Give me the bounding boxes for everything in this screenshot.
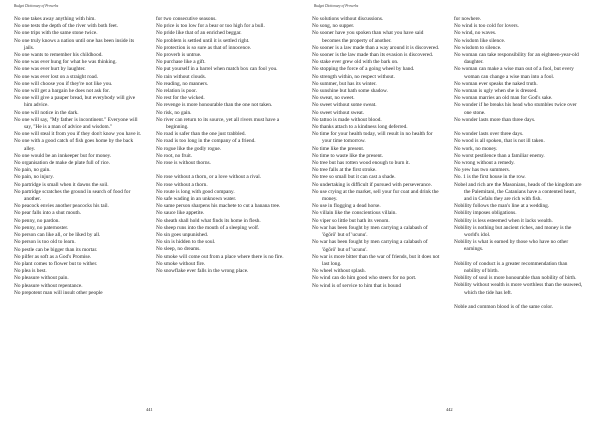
- proverb-entry: No peacock envies another peacocks his tail.: [14, 203, 109, 210]
- proverb-entry: No one will say, "My father is incontinent." Everyone will say, "He is a man of advice and wisdom.": [14, 116, 138, 131]
- proverb-entry: No wind is of service to him that is bound: [312, 282, 402, 289]
- proverb-entry: No wind is too cold for lovers.: [454, 23, 519, 30]
- proverb-entry: No worst pestilence than a familiar enemy.: [454, 152, 545, 159]
- proverb-entry: No sin is hidden to the soul.: [156, 239, 216, 246]
- proverb-entry: No person can like all, or be liked by all.: [14, 232, 101, 239]
- proverb-entry: No one was ever lost on a straight road.: [14, 73, 98, 80]
- entry-gap: [156, 167, 286, 174]
- proverb-entry: No revenge is more honourable than the one not taken.: [156, 102, 273, 109]
- proverb-entry: No pestle can be bigger than its mortar.: [14, 246, 98, 253]
- proverb-entry: No time to waste like the present.: [312, 152, 384, 159]
- proverb-entry: No pilfer as soft as a God's Promise.: [14, 253, 92, 260]
- entry-column-right: [454, 16, 584, 311]
- proverb-entry: No smoke will come out from a place where there is no fire.: [156, 253, 284, 260]
- proverb-entry: No one truly knows a nation until one has been inside its jails.: [14, 37, 135, 51]
- proverb-entry: Nobel and rich are the Masonians, heads of the kingdom are the Palemitani, the Catanians have a contented heart, and in Cefalu they are rich with fish.: [454, 181, 582, 203]
- proverb-entry: Nobility is less esteemed when it lacks wealth.: [454, 217, 553, 224]
- proverb-entry: No pain, no injury.: [14, 174, 54, 181]
- proverb-entry: No work, no money.: [454, 145, 498, 152]
- proverb-entry: No rose without a thorn.: [156, 181, 208, 188]
- proverb-entry: No wind, no waves.: [454, 30, 497, 37]
- proverb-entry: No stake ever grew old with the bark on.: [312, 59, 399, 66]
- proverb-entry: Nobility follows the man's line at a wedding.: [454, 203, 550, 210]
- proverb-entry: No plant comes to flower but to wither.: [14, 260, 98, 267]
- proverb-entry: No wind can do him good who steers for no port.: [312, 275, 417, 282]
- proverb-entry: No sweet without sweat.: [312, 109, 365, 116]
- proverb-entry: No war has been fought by men carrying a calabash of 'ōgōrō' but of 'ucunu'.: [312, 224, 428, 239]
- proverb-entry: No road is too long in the company of a friend.: [156, 138, 256, 145]
- proverb-entry: No woman can make a wise man out of a fool, but every woman can change a wise man into a fool.: [454, 66, 574, 80]
- proverb-entry: No war has been fought by men carrying a calabash of 'ōgōrō' but of 'ucunu'.: [312, 239, 428, 253]
- proverb-entry: No risk, no gain.: [156, 109, 192, 116]
- proverb-entry: No pain, no gain.: [14, 167, 51, 174]
- proverb-entry: No rest for the wicked.: [156, 95, 205, 102]
- proverb-entry: No sooner is a law made than a way around it is discovered.: [312, 44, 440, 51]
- proverb-entry: No strength within, no respect without.: [312, 73, 395, 80]
- proverb-entry: No pleasure without pain.: [14, 275, 69, 282]
- proverb-entry: No tree falls at the first stroke.: [312, 167, 377, 174]
- proverb-entry: No solutions without discussions.: [312, 16, 384, 22]
- proverb-entry: No woman marries an old man for God's sake.: [454, 95, 553, 102]
- proverb-entry: No root, no fruit.: [156, 152, 193, 159]
- entry-column-left: [312, 16, 442, 290]
- proverb-entry: No use in flogging a dead horse.: [312, 203, 381, 210]
- proverb-entry: Nobility of soul is more honourable than nobility of birth.: [454, 275, 577, 282]
- proverb-entry: No safe wading in an unknown water.: [156, 196, 237, 203]
- proverb-entry: No rose is without thorns.: [156, 160, 211, 167]
- proverb-entry: No wrong without a remedy.: [454, 160, 515, 167]
- entry-gap: [454, 297, 584, 304]
- proverb-entry: No one was ever hung for what he was thinking.: [14, 59, 117, 66]
- proverb-entry: No prepotent man will insult other people: [14, 289, 103, 296]
- proverb-entry: No stopping the force of a going wheel by hand.: [312, 66, 415, 73]
- proverb-entry: No rose without a thorn, or a love without a rival.: [156, 174, 262, 181]
- proverb-entry: Nobility imposes obligations.: [454, 210, 517, 217]
- proverb-entry: No same person sharpens his machete to cut a banana tree.: [156, 203, 281, 210]
- right-page: [300, 0, 600, 424]
- proverb-entry: No use crying at the market, sell your fur coat and drink the money.: [312, 188, 439, 203]
- proverb-entry: No purchase like a gift.: [156, 59, 206, 66]
- proverb-entry: No organisation de make de plate full of rice.: [14, 160, 110, 167]
- proverb-entry: No person is too old to learn.: [14, 239, 76, 246]
- proverb-entry: No one will steal it from you if they don't know you have it.: [14, 131, 142, 138]
- proverb-entry: No time like the present.: [312, 145, 365, 152]
- proverb-entry: No sweet without some sweat.: [312, 102, 377, 109]
- proverb-entry: Noble and common blood is of the same color.: [454, 304, 554, 311]
- proverb-entry: No undertaking is difficult if pursued with perseverance.: [312, 181, 432, 188]
- proverb-entry: No pride like that of an enriched beggar.: [156, 30, 242, 37]
- proverb-entry: No one with a good catch of fish goes home by the back alley.: [14, 138, 134, 152]
- proverb-entry: No wheel without splash.: [312, 268, 366, 275]
- proverb-entry: No partridge is small when it dawns the soil.: [14, 181, 109, 188]
- proverb-entry: No pleasure without repentance.: [14, 282, 83, 289]
- proverb-entry: No woman is ugly when she is dressed.: [454, 88, 538, 95]
- proverb-entry: No protection is so sure as that of innocence.: [156, 44, 252, 51]
- proverb-entry: No woman ever speaks the naked truth.: [454, 80, 538, 87]
- proverb-entry: No one trips with the same stone twice.: [14, 30, 98, 37]
- proverb-entry: No woman can take responsibility for an eighteen-year-old daughter.: [454, 52, 579, 66]
- proverb-entry: Nobility is nothing but ancient riches, and money is the world's idol.: [454, 224, 572, 239]
- proverb-entry: No sauce like appetite.: [156, 210, 205, 217]
- proverb-entry: No wonder if he breaks his head who stumbles twice over one stone.: [454, 102, 577, 116]
- entry-gap: [454, 124, 584, 131]
- proverb-entry: No sleep, no dreams.: [156, 246, 201, 253]
- proverb-entry: No relation is poor.: [156, 88, 197, 95]
- proverb-entry: No one wants to remember his childhood.: [14, 52, 103, 59]
- proverb-entry: No partridge scratches the ground in search of food for another.: [14, 188, 131, 203]
- proverb-entry: No thanks attach to a kindness long deferred.: [312, 124, 408, 131]
- proverb-entry: No problem is settled until it is settled right.: [156, 37, 250, 44]
- proverb-entry: No penny, no paternoster.: [14, 224, 69, 231]
- proverb-entry: for nowhere.: [454, 16, 482, 22]
- proverb-entry: No sweat, no sweet.: [312, 95, 355, 102]
- proverb-entry: No war is more bitter than the war of friends, but it does not last long.: [312, 253, 440, 267]
- proverb-entry: No one will give a pauper bread, but everybody will give him advice.: [14, 95, 136, 109]
- proverb-entry: No yew has two summers.: [454, 167, 511, 174]
- proverb-entry: No wisdom to silence.: [454, 44, 502, 51]
- proverb-entry: No rain without clouds.: [156, 73, 207, 80]
- proverb-entry: No tattoo is made without blood.: [312, 116, 382, 123]
- proverb-entry: No wonder lasts more than three days.: [454, 116, 536, 123]
- proverb-entry: No snowflake ever falls in the wrong place.: [156, 268, 249, 275]
- proverb-entry: No rogue like the godly rogue.: [156, 145, 222, 152]
- proverb-entry: Nobility without wealth is more worthless than the seaweed, which the tide has left.: [454, 282, 583, 296]
- proverb-entry: No time for your health today, will result in no health for your time tomorrow.: [312, 131, 433, 145]
- proverb-entry: No summer, but has its winter.: [312, 80, 377, 87]
- proverb-entry: No. 1 is the first house in the row.: [454, 174, 526, 181]
- running-head: Budget Dictionary of Proverbs: [14, 4, 59, 8]
- proverb-entry: No sunshine but hath some shadow.: [312, 88, 388, 95]
- entry-column-left: [14, 16, 144, 297]
- proverb-entry: No proverb is untrue.: [156, 52, 202, 59]
- proverb-entry: No tree but has rotten wood enough to burn it.: [312, 160, 410, 167]
- proverb-entry: No route is long with good company.: [156, 188, 235, 195]
- running-head: Budget Dictionary of Proverbs: [314, 4, 359, 8]
- proverb-entry: No wisdom like silence.: [454, 37, 506, 44]
- proverb-entry: No viper so little but hath its venom.: [312, 217, 390, 224]
- proverb-entry: No one will get a bargain he does not ask for.: [14, 88, 110, 95]
- proverb-entry: No penny, no pardon.: [14, 217, 60, 224]
- proverb-entry: No reading, no manners.: [156, 80, 209, 87]
- proverb-entry: No smoke without fire.: [156, 260, 206, 267]
- proverb-entry: for two consecutive seasons.: [156, 16, 217, 22]
- proverb-entry: No sheep runs into the mouth of a sleeping wolf.: [156, 224, 260, 231]
- proverb-entry: Nobility is what is earned by those who have no other earnings.: [454, 239, 569, 253]
- proverb-entry: No road is safer than the one just trabbled.: [156, 131, 246, 138]
- proverb-entry: No price is too low for a bear or too high for a bull.: [156, 23, 265, 30]
- proverb-entry: No one would be an innkeeper but for money.: [14, 152, 112, 159]
- proverb-entry: No wonder lasts over three days.: [454, 131, 524, 138]
- proverb-entry: No put yourself in a barrel when match box can fool you.: [156, 66, 278, 73]
- proverb-entry: No sheath shall hold what finds its home in flesh.: [156, 217, 261, 224]
- proverb-entry: No sin goes unpunished.: [156, 232, 209, 239]
- proverb-entry: No plea is best.: [14, 268, 47, 275]
- proverb-entry: No one tests the depth of the river with both feet.: [14, 23, 118, 30]
- proverb-entry: No song, no supper.: [312, 23, 355, 30]
- proverb-entry: No one takes away anything with him.: [14, 16, 96, 22]
- proverb-entry: No sooner is the law made than its evasion is discovered.: [312, 52, 434, 59]
- entry-column-right: [156, 16, 286, 275]
- proverb-entry: No one will choose you if they're not like you.: [14, 80, 113, 87]
- proverb-entry: No one will notice in the dark.: [14, 109, 79, 116]
- entry-gap: [454, 254, 584, 261]
- proverb-entry: No river can return to its source, yet all rivers must have a beginning.: [156, 116, 280, 131]
- proverb-entry: No pear falls into a shut mouth.: [14, 210, 81, 217]
- proverb-entry: No villain like the conscientious villain.: [312, 210, 397, 217]
- proverb-entry: No wood is all spoken, that is not ill taken.: [454, 138, 545, 145]
- page-number: 442: [446, 407, 453, 412]
- proverb-entry: No one was ever hurt by laughter.: [14, 66, 86, 73]
- proverb-entry: Nobility of conduct is a greater recommendation than nobility of birth.: [454, 260, 568, 275]
- proverb-entry: No sooner have you spoken than what you have said becomes the property of another.: [312, 30, 424, 44]
- proverb-entry: No tree so small but it can cast a shade.: [312, 174, 396, 181]
- page-number: 441: [146, 407, 153, 412]
